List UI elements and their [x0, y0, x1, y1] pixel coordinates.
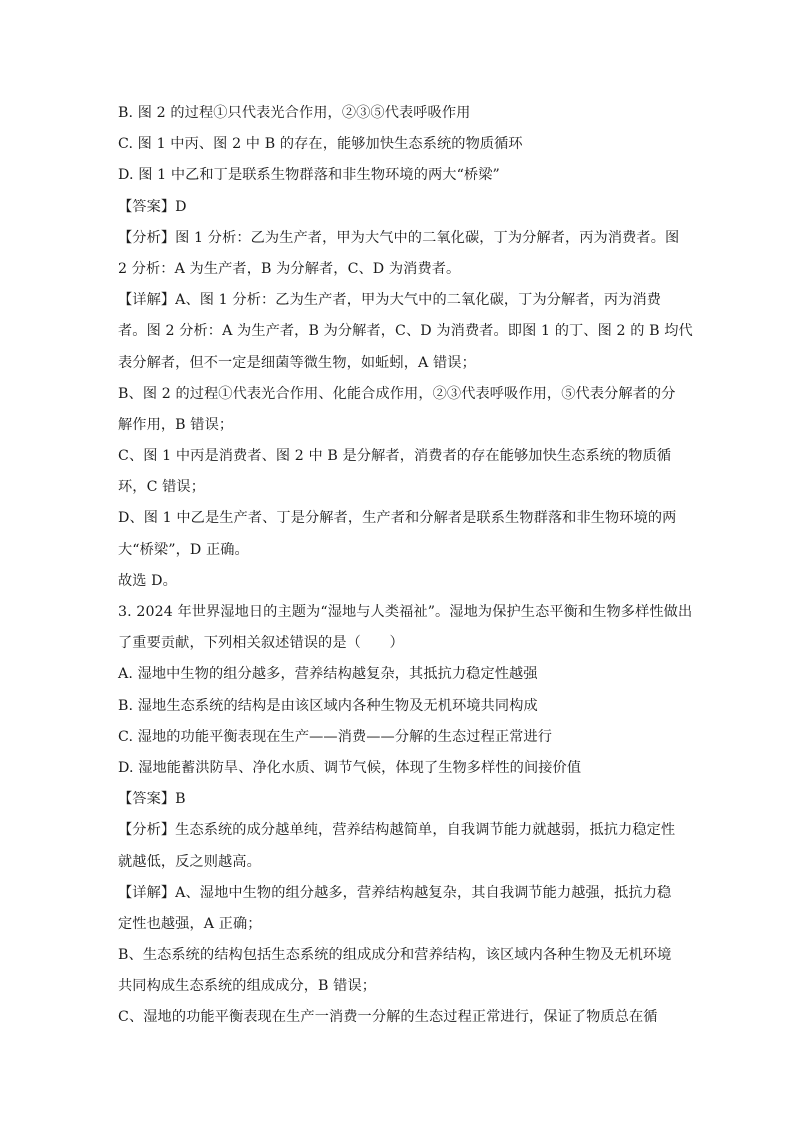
explanation-line: 定性也越强，A 正确； — [118, 915, 262, 932]
explanation-line: 【详解】A、图 1 分析：乙为生产者，甲为大气中的二氧化碳，丁为分解者，丙为消费 — [118, 292, 662, 309]
explanation-line: B、生态系统的结构包括生态系统的组成成分和营养结构，该区域内各种生物及无机环境 — [118, 947, 672, 964]
explanation-line: 环，C 错误； — [118, 479, 206, 496]
analysis-line: 2 分析：A 为生产者，B 为分解者，C、D 为消费者。 — [118, 260, 461, 277]
question-stem-line: 3. 2024 年世界湿地日的主题为“湿地与人类福祉”。湿地为保护生态平衡和生物多样性做出 — [118, 604, 693, 620]
option-b-line: B. 图 2 的过程①只代表光合作用，②③⑤代表呼吸作用 — [118, 105, 471, 121]
conclusion-line: 故选 D。 — [118, 572, 177, 589]
explanation-line: C、湿地的功能平衡表现在生产一消费一分解的生态过程正常进行，保证了物质总在循 — [118, 1009, 658, 1026]
explanation-line: 解作用，B 错误； — [118, 416, 234, 433]
answer-line: 【答案】D — [118, 198, 187, 215]
explanation-line: B、图 2 的过程①代表光合作用、化能合成作用，②③代表呼吸作用，⑤代表分解者的分 — [118, 385, 676, 402]
option-a-line: A. 湿地中生物的组分越多，营养结构越复杂，其抵抗力稳定性越强 — [118, 666, 538, 683]
explanation-line: 大“桥梁”，D 正确。 — [118, 541, 249, 558]
explanation-line: 者。图 2 分析：A 为生产者，B 为分解者，C、D 为消费者。即图 1 的丁、图 2 的 B 均代 — [118, 323, 693, 340]
explanation-line: D、图 1 中乙是生产者、丁是分解者，生产者和分解者是联系生物群落和非生物环境的两 — [118, 510, 677, 527]
analysis-line: 【分析】图 1 分析：乙为生产者，甲为大气中的二氧化碳，丁为分解者，丙为消费者。图 — [118, 229, 680, 246]
option-c-line: C. 湿地的功能平衡表现在生产——消费——分解的生态过程正常进行 — [118, 728, 553, 745]
option-c-line: C. 图 1 中丙、图 2 中 B 的存在，能够加快生态系统的物质循环 — [118, 136, 523, 153]
explanation-line: C、图 1 中丙是消费者、图 2 中 B 是分解者，消费者的存在能够加快生态系统的物质循 — [118, 448, 672, 465]
answer-line: 【答案】B — [118, 791, 186, 808]
option-d-line: D. 图 1 中乙和丁是联系生物群落和非生物环境的两大“桥梁” — [118, 167, 500, 184]
option-d-line: D. 湿地能蓄洪防旱、净化水质、调节气候，体现了生物多样性的间接价值 — [118, 759, 582, 776]
analysis-line: 就越低，反之则越高。 — [118, 853, 261, 870]
explanation-line: 【详解】A、湿地中生物的组分越多，营养结构越复杂，其自我调节能力越强，抵抗力稳 — [118, 884, 672, 901]
question-stem-line: 了重要贡献，下列相关叙述错误的是（ ） — [118, 635, 404, 652]
explanation-line: 共同构成生态系统的组成成分，B 错误； — [118, 978, 377, 995]
explanation-line: 表分解者，但不一定是细菌等微生物，如蚯蚓，A 错误； — [118, 354, 476, 371]
option-b-line: B. 湿地生态系统的结构是由该区域内各种生物及无机环境共同构成 — [118, 697, 538, 714]
analysis-line: 【分析】生态系统的成分越单纯，营养结构越简单，自我调节能力就越弱，抵抗力稳定性 — [118, 822, 676, 839]
document-page — [118, 98, 693, 1034]
